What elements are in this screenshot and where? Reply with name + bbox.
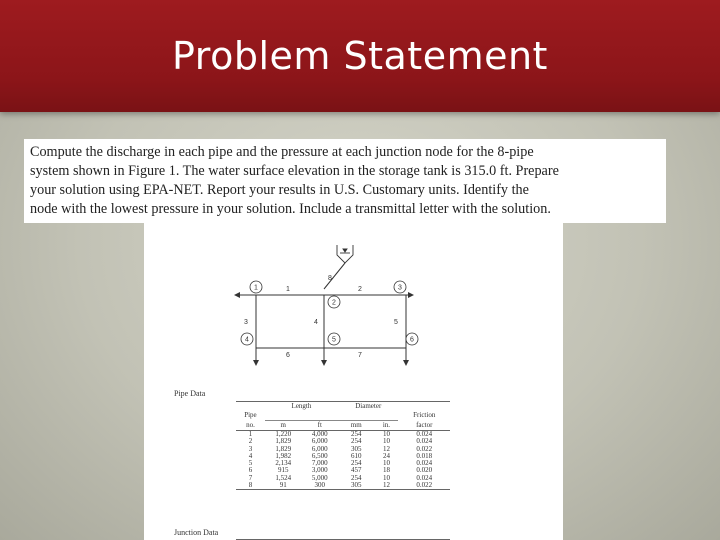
- pipe-8-label: 8: [328, 275, 332, 282]
- arrow-right-icon: [408, 292, 414, 298]
- table-cell: 0.024: [416, 437, 433, 446]
- in-header: in.: [374, 421, 398, 431]
- mm-header: mm: [338, 421, 374, 431]
- table-cell: 2: [248, 437, 253, 446]
- table-cell: 300: [301, 482, 338, 490]
- table-cell: 1: [248, 430, 253, 438]
- ft-header: ft: [301, 421, 338, 431]
- table-cell: 305: [338, 482, 374, 490]
- title-bar: [0, 0, 720, 112]
- pipe-no-header: no.: [236, 421, 265, 431]
- length-group-header: Length: [265, 402, 338, 412]
- table-cell: 4,000: [311, 430, 328, 438]
- table-cell: 915: [277, 466, 289, 475]
- table-cell: 1,982: [275, 451, 292, 460]
- arrow-down-icon: [403, 360, 409, 366]
- table-cell: 1,829: [275, 437, 292, 446]
- node-1-label: 1: [254, 284, 258, 292]
- node-4-label: 4: [245, 336, 249, 344]
- table-cell: 6,000: [311, 437, 328, 446]
- m-header: m: [265, 421, 302, 431]
- table-cell: 0.022: [416, 444, 433, 453]
- pipe-header: Pipe: [244, 411, 257, 420]
- pipe-7-label: 7: [358, 352, 362, 359]
- statement-line: system shown in Figure 1. The water surface elevation in the storage tank is 315.0 ft. Prepare: [30, 163, 559, 179]
- node-6-label: 6: [410, 336, 414, 344]
- table-cell: 0.024: [416, 459, 433, 468]
- friction-header: Friction: [413, 411, 436, 420]
- pipe-6-label: 6: [286, 352, 290, 359]
- table-cell: 254: [350, 459, 362, 468]
- table-cell: 6,000: [311, 444, 328, 453]
- table-cell: 1,220: [275, 430, 292, 438]
- table-cell: 5: [248, 459, 253, 468]
- node-5-label: 5: [332, 336, 336, 344]
- table-cell: 12: [374, 482, 398, 490]
- pipe-2-label: 2: [358, 286, 362, 293]
- table-cell: 3,000: [311, 466, 328, 475]
- table-cell: 24: [382, 451, 390, 460]
- table-cell: 18: [382, 466, 390, 475]
- table-cell: 254: [350, 430, 362, 438]
- table-cell: 6,500: [311, 451, 328, 460]
- demand-arrows: [256, 348, 406, 363]
- figure-document: [144, 223, 563, 540]
- node-3-label: 3: [398, 284, 402, 292]
- table-row: [236, 482, 450, 490]
- pipe-data-title: Pipe Data: [174, 389, 206, 398]
- table-cell: 610: [350, 451, 362, 460]
- table-cell: 5,000: [311, 473, 328, 482]
- table-cell: 6: [248, 466, 253, 475]
- table-cell: 0.018: [416, 451, 433, 460]
- table-cell: 10: [382, 473, 390, 482]
- diameter-group-header: Diameter: [338, 402, 398, 412]
- arrow-down-icon: [321, 360, 327, 366]
- table-cell: 0.020: [416, 466, 433, 475]
- table-cell: 254: [350, 473, 362, 482]
- pipe-network-diagram: [144, 223, 563, 540]
- junction-data-title: Junction Data: [174, 528, 219, 537]
- statement-line: your solution using EPA-NET. Report your results in U.S. Customary units. Identify the: [30, 182, 529, 198]
- table-cell: 305: [350, 444, 362, 453]
- pipe-5-label: 5: [394, 319, 398, 326]
- pipe-3-label: 3: [244, 319, 248, 326]
- pipe-1-label: 1: [286, 286, 290, 293]
- pipe-4-label: 4: [314, 319, 318, 326]
- table-cell: 0.024: [416, 430, 433, 438]
- table-cell: 457: [350, 466, 362, 475]
- table-cell: 0.024: [416, 473, 433, 482]
- friction-factor-header: factor: [398, 421, 450, 431]
- table-cell: 7: [248, 473, 253, 482]
- table-cell: 10: [382, 430, 390, 438]
- statement-line: Compute the discharge in each pipe and the pressure at each junction node for the 8-pipe: [30, 144, 534, 160]
- arrow-down-icon: [253, 360, 259, 366]
- storage-tank-icon: [337, 245, 353, 263]
- table-cell: 4: [248, 451, 253, 460]
- table-cell: 0.022: [398, 482, 450, 490]
- table-cell: 91: [265, 482, 302, 490]
- arrow-left-icon: [234, 292, 240, 298]
- table-cell: 3: [248, 444, 253, 453]
- table-cell: 7,000: [311, 459, 328, 468]
- table-cell: 1,829: [275, 444, 292, 453]
- pipe-data-table: [236, 401, 450, 490]
- node-2-label: 2: [332, 299, 336, 307]
- table-cell: 1,524: [275, 473, 292, 482]
- table-cell: 2,134: [275, 459, 292, 468]
- table-cell: 10: [382, 459, 390, 468]
- problem-statement-text: [24, 139, 666, 223]
- statement-line: node with the lowest pressure in your solution. Include a transmittal letter with the solution.: [30, 201, 551, 217]
- table-cell: 8: [236, 482, 265, 490]
- slide-title: Problem Statement: [172, 34, 548, 78]
- table-cell: 10: [382, 437, 390, 446]
- table-cell: 12: [382, 444, 390, 453]
- table-cell: 254: [350, 437, 362, 446]
